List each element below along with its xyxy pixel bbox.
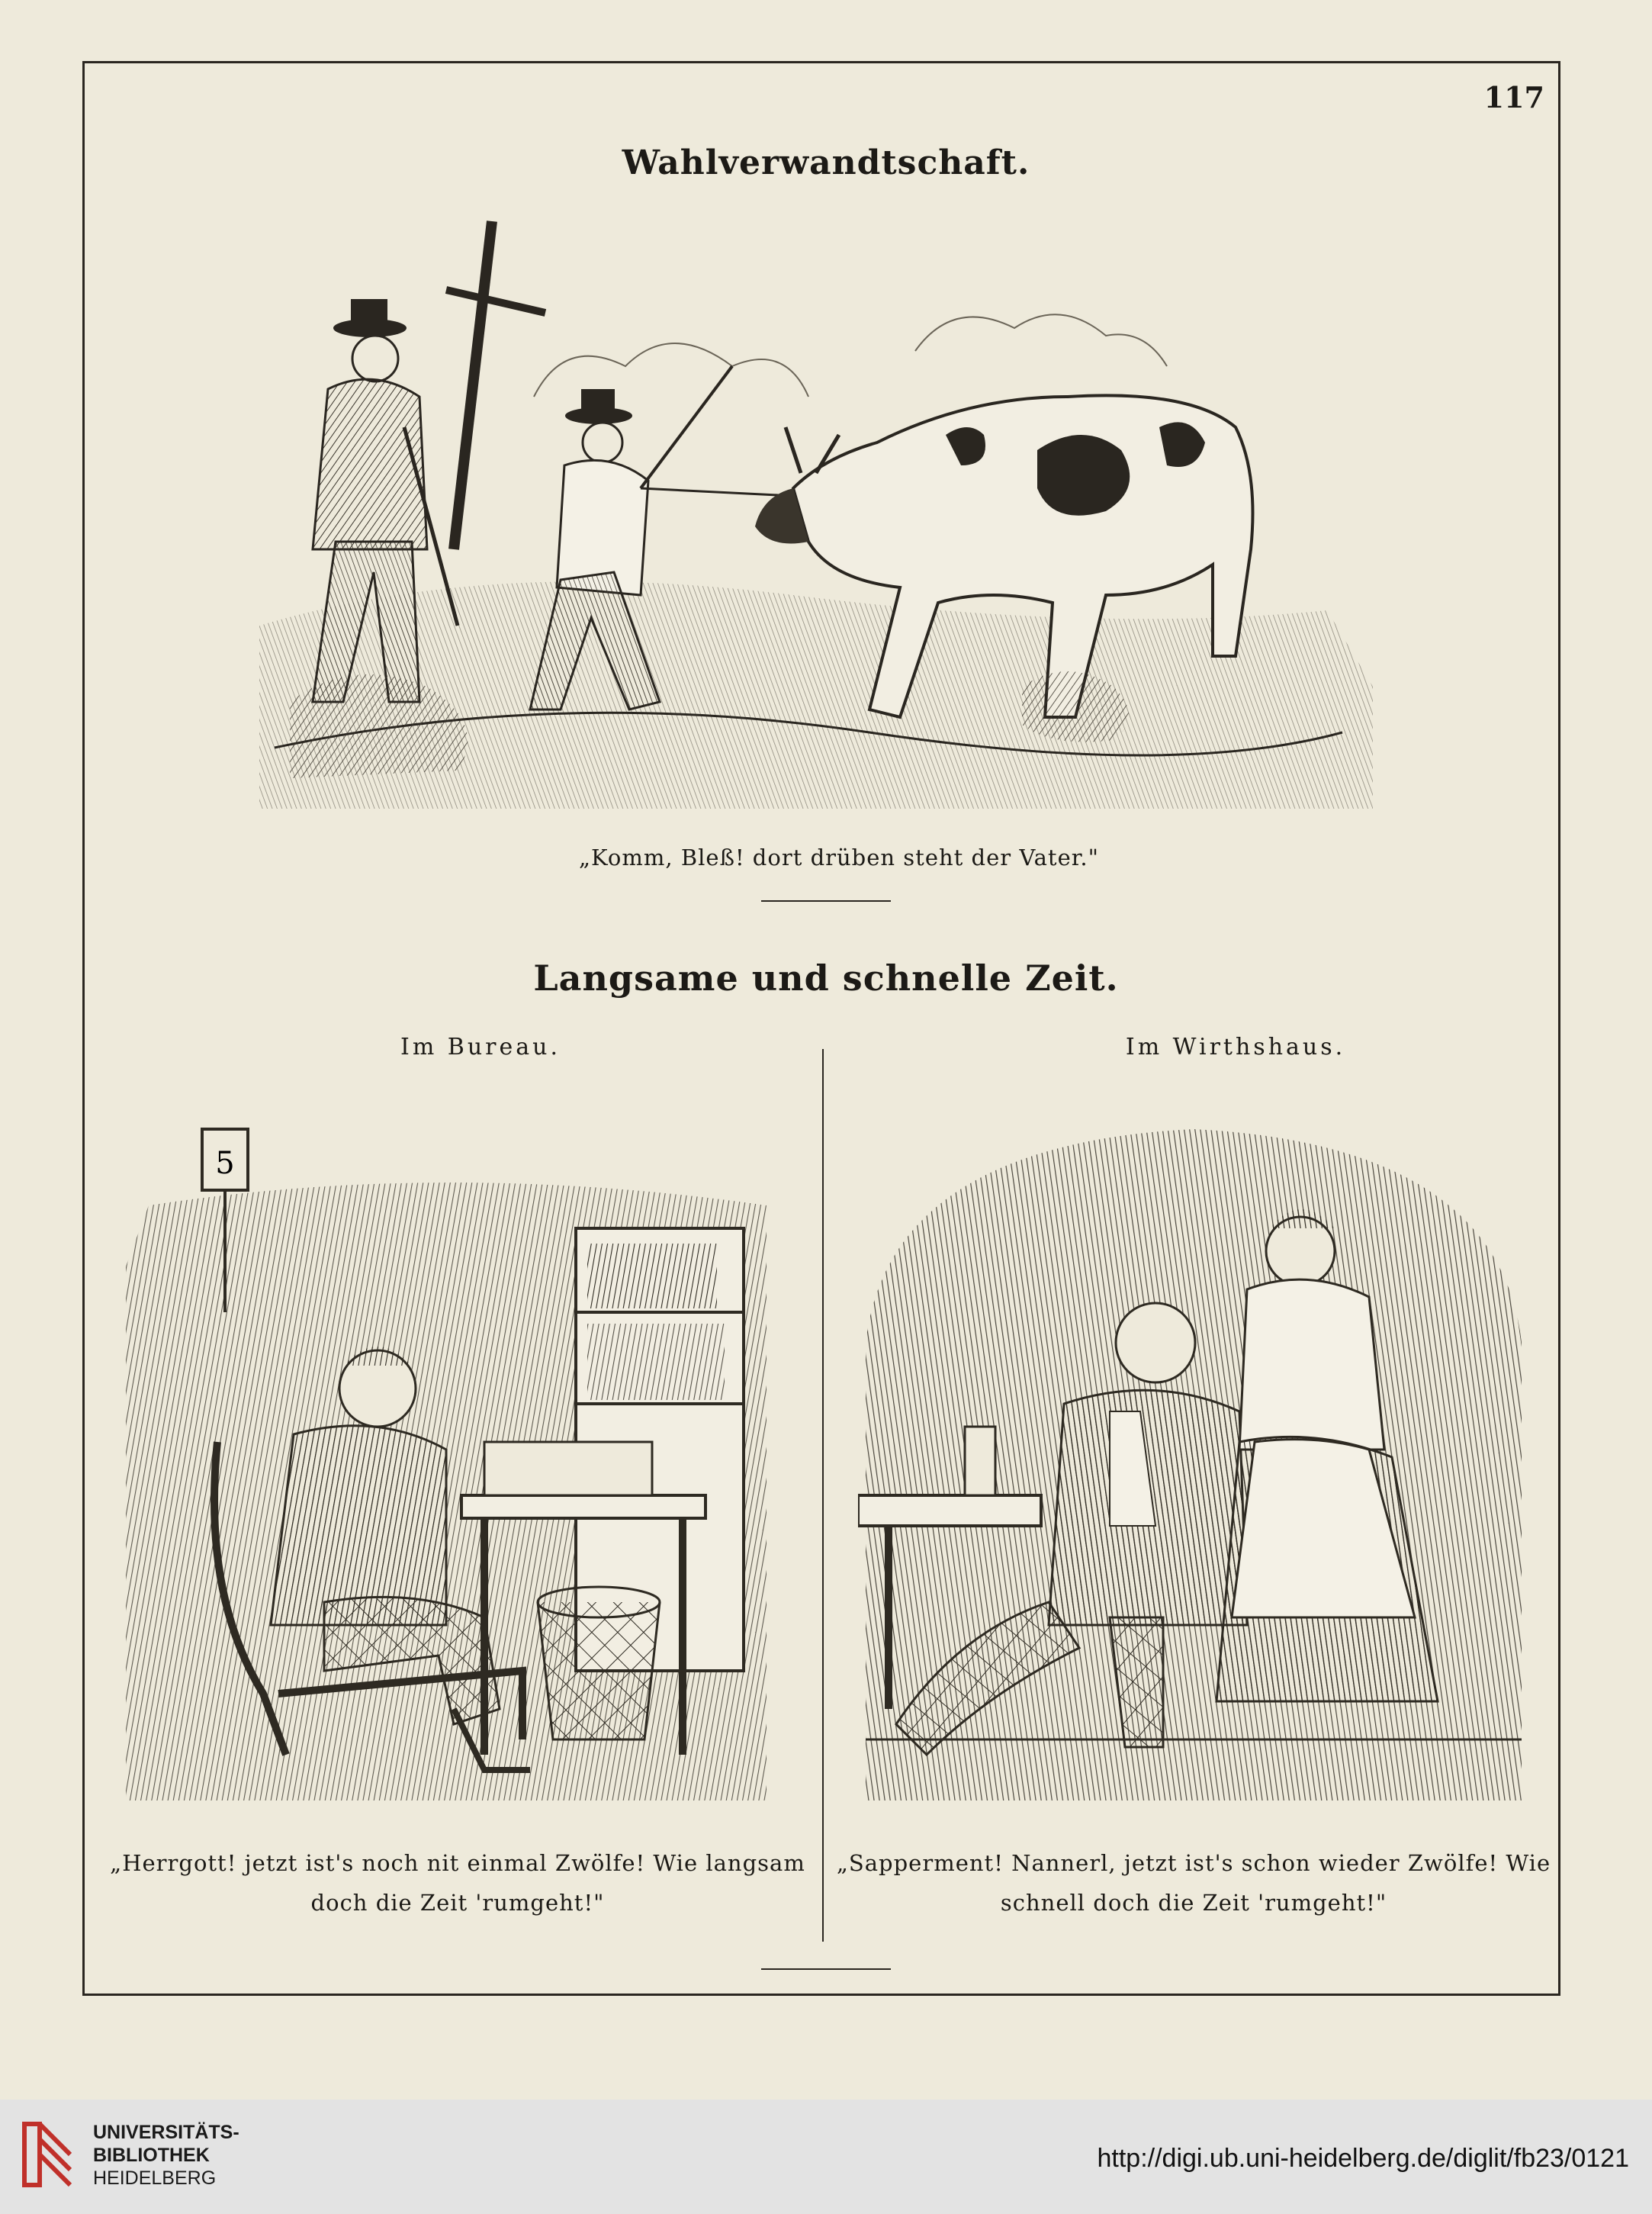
panel-heading-right: Im Wirthshaus. [1125,1034,1346,1060]
page-number: 117 [1483,80,1544,114]
separator-rule [761,900,891,902]
cartoon-caption-1: „Komm, Bleß! dort drüben steht der Vater." [579,845,1099,870]
illustration-peasants-with-ox [259,198,1388,809]
cartoon-title-1: Wahlverwandtschaft. [622,143,1030,182]
panel-heading-left: Im Bureau. [400,1034,561,1060]
bottom-separator-rule [761,1968,891,1970]
svg-text:5: 5 [215,1146,235,1181]
logo-line-3: HEIDELBERG [93,2167,217,2189]
illustration-clerk-in-office [126,1114,782,1800]
illustration-inn-with-barmaid [858,1114,1529,1816]
library-footer-bar [0,2100,1652,2214]
university-library-logo-icon[interactable] [17,2116,85,2193]
logo-line-2: BIBLIOTHEK [93,2145,210,2166]
panel-caption-right: „Sapperment! Nannerl, jetzt ist's schon wieder Zwölfe! Wie schnell doch die Zeit 'rumgeht!" [836,1850,1551,1916]
panel-divider [822,1049,824,1942]
library-name [93,2121,239,2190]
logo-line-1: UNIVERSITÄTS- [93,2122,239,2143]
cartoon-title-2: Langsame und schnelle Zeit. [533,957,1119,999]
permalink-url[interactable]: http://digi.ub.uni-heidelberg.de/diglit/fb23/0121 [1097,2144,1629,2173]
panel-caption-left: „Herrgott! jetzt ist's noch nit einmal Zwölfe! Wie langsam doch die Zeit 'rumgeht!" [110,1850,805,1916]
